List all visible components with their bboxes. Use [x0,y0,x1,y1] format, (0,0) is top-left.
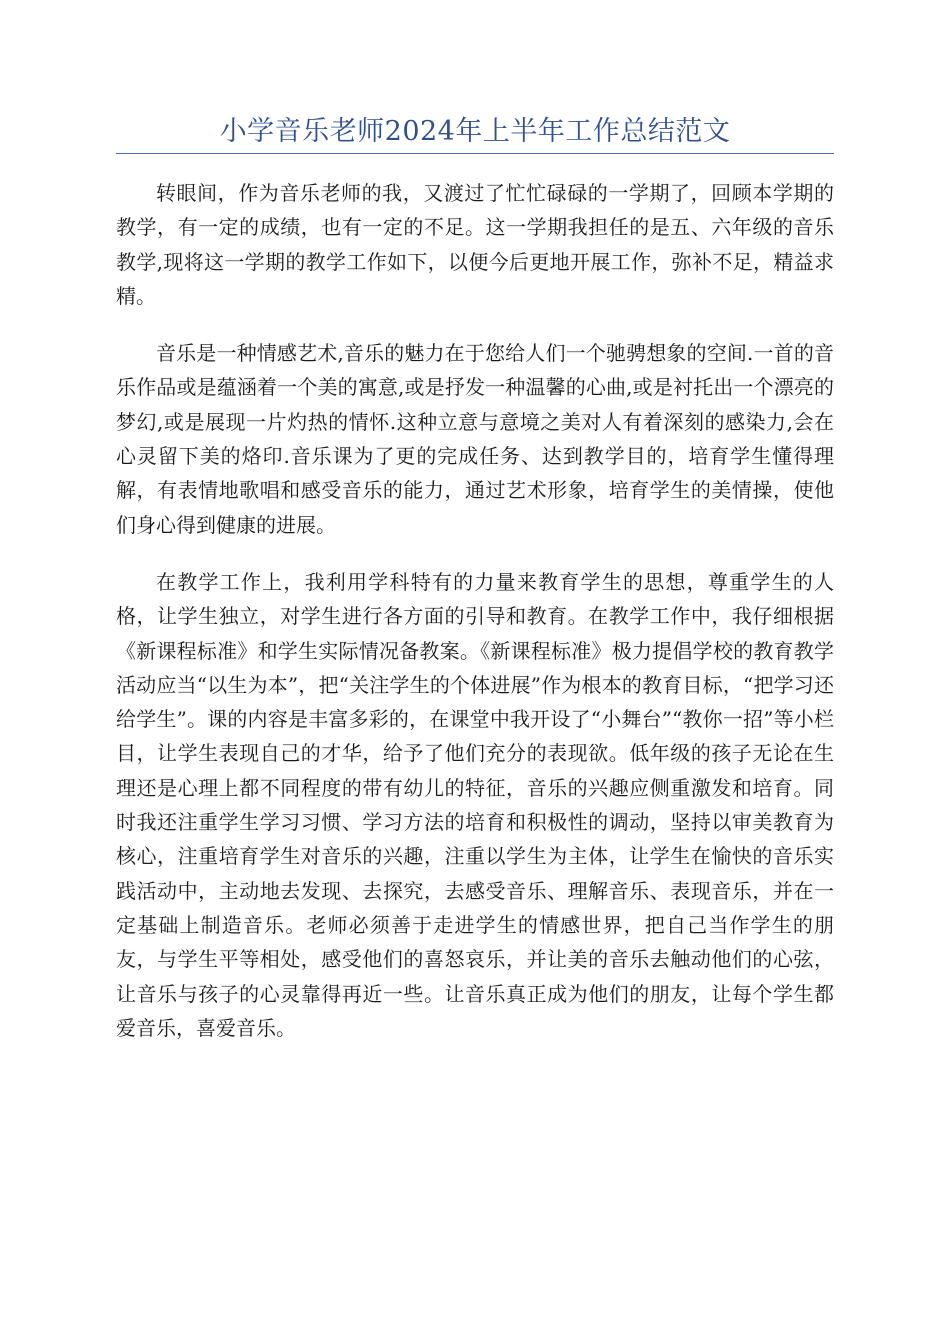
title-underline [116,153,834,154]
paragraph-2: 音乐是一种情感艺术,音乐的魅力在于您给人们一个驰骋想象的空间.一首的音乐作品或是蕴涵着一个美的寓意,或是抒发一种温馨的心曲,或是衬托出一个漂亮的梦幻,或是展现一片灼热的情怀.这种立意与意境之美对人有着深刻的感染力,会在心灵留下美的烙印.音乐课为了更的完成任务、达到教学目的，培育学生懂得理解，有表情地歌唱和感受音乐的能力，通过艺术形象，培育学生的美情操，使他们身心得到健康的进展。 [116,341,834,537]
document-body [116,176,834,1068]
paragraph-1: 转眼间，作为音乐老师的我，又渡过了忙忙碌碌的一学期了，回顾本学期的教学，有一定的成绩，也有一定的不足。这一学期我担任的是五、六年级的音乐教学,现将这一学期的教学工作如下，以便今后更地开展工作，弥补不足，精益求精。 [116,181,834,308]
paragraph-3: 在教学工作上，我利用学科特有的力量来教育学生的思想，尊重学生的人格，让学生独立，对学生进行各方面的引导和教育。在教学工作中，我仔细根据《新课程标准》和学生实际情况备教案。《新课程标准》极力提倡学校的教育教学活动应当“以生为本”，把“关注学生的个体进展”作为根本的教育目标，“把学习还给学生”。课的内容是丰富多彩的，在课堂中我开设了“小舞台”“教你一招”等小栏目，让学生表现自己的才华，给予了他们充分的表现欲。低年级的孩子无论在生理还是心理上都不同程度的带有幼儿的特征，音乐的兴趣应侧重激发和培育。同时我还注重学生学习习惯、学习方法的培育和积极性的调动，坚持以审美教育为核心，注重培育学生对音乐的兴趣，注重以学生为主体，让学生在愉快的音乐实践活动中，主动地去发现、去探究，去感受音乐、理解音乐、表现音乐，并在一定基础上制造音乐。老师必须善于走进学生的情感世界，把自己当作学生的朋友，与学生平等相处，感受他们的喜怒哀乐，并让美的音乐去触动他们的心弦，让音乐与孩子的心灵靠得再近一些。让音乐真正成为他们的朋友，让每个学生都爱音乐，喜爱音乐。 [116,569,834,1040]
document-title: 小学音乐老师2024年上半年工作总结范文 [219,116,731,147]
